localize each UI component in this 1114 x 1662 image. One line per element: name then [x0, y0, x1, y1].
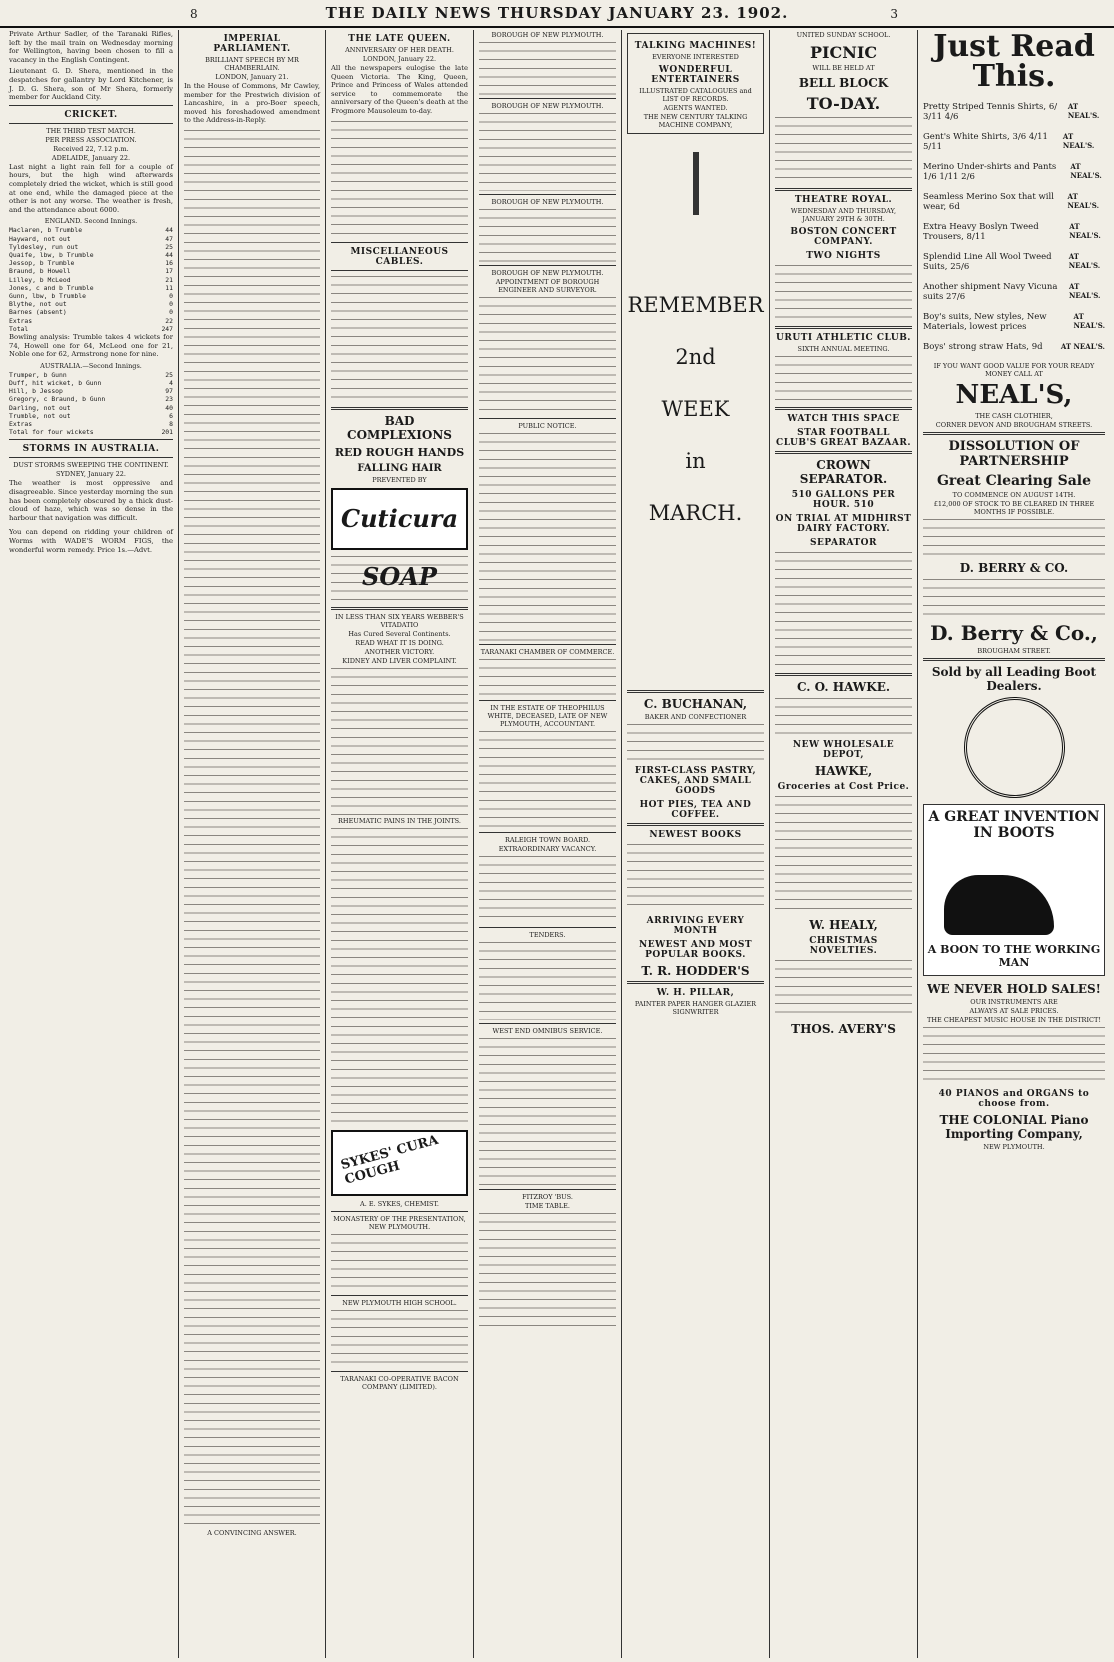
neals-price-item: Merino Under-shirts and Pants 1/6 1/11 2/6 AT NEAL'S. — [923, 162, 1102, 182]
dateline: LONDON, January 22. — [362, 55, 437, 63]
ad-headline: C. BUCHANAN, — [643, 697, 748, 711]
section-heading: THE LATE QUEEN. — [348, 34, 451, 44]
article-text: Bowling analysis: Trumble takes 4 wickets for 74, Howell one for 64, McLeod one for 21, Noble one for 62, Armstrong none for nine. — [9, 332, 173, 359]
ad-headline: BELL BLOCK — [798, 76, 889, 90]
ad-headline: NEW WHOLESALE DEPOT, — [792, 740, 895, 760]
ad-headline: NEWEST AND MOST POPULAR BOOKS. — [638, 940, 753, 960]
ad-headline: CROWN SEPARATOR. — [799, 458, 888, 486]
ad-text: ALWAYS AT SALE PRICES. — [969, 1007, 1059, 1015]
dateline: SYDNEY, January 22. — [56, 470, 126, 479]
ad-body — [775, 696, 912, 736]
notice-heading: TARANAKI CO-OPERATIVE BACON COMPANY (LIMITED). — [340, 1374, 459, 1391]
notice-heading: BOROUGH OF NEW PLYMOUTH. — [491, 269, 604, 277]
ad-headline: THE COLONIAL Piano Importing Company, — [939, 1113, 1089, 1141]
notice-body — [479, 295, 616, 415]
ad-text: WILL BE HELD AT — [812, 64, 875, 72]
section-heading: CRICKET. — [64, 109, 118, 120]
notice-body — [479, 729, 616, 829]
ad-text: CORNER DEVON AND BROUGHAM STREETS. — [935, 421, 1093, 429]
scorecard-row: Total 247 — [9, 324, 173, 333]
talking-machines-ad — [627, 33, 764, 134]
ad-headline: ARRIVING EVERY MONTH — [646, 916, 745, 936]
scorecard-row: Gregory, c Braund, b Gunn 23 — [9, 395, 173, 404]
notice-body — [331, 1232, 468, 1292]
notice-heading: TARANAKI CHAMBER OF COMMERCE. — [480, 648, 615, 656]
scorecard-row: Hill, b Jessop 97 — [9, 387, 173, 396]
ad-body — [923, 517, 1105, 557]
ad-headline: URUTI ATHLETIC CLUB. — [776, 333, 911, 343]
column-3 — [326, 30, 474, 1658]
ad-text: TO COMMENCE ON AUGUST 14TH. — [952, 491, 1076, 499]
ad-text: PREVENTED BY — [372, 475, 427, 484]
subheading: THE THIRD TEST MATCH. — [46, 126, 136, 135]
notice-body — [331, 1308, 468, 1368]
scorecard-row: Extras 8 — [9, 419, 173, 428]
ad-headline: TO-DAY. — [806, 94, 881, 113]
notice-heading: PUBLIC NOTICE. — [518, 422, 577, 430]
ad-body — [923, 1025, 1105, 1085]
boot-illustration — [923, 804, 1105, 976]
section-heading: STORMS IN AUSTRALIA. — [22, 444, 160, 455]
neals-price-item: Seamless Merino Sox that will wear, 6d AT NEAL'S. — [923, 192, 1100, 212]
section-heading: MISCELLANEOUS CABLES. — [350, 246, 449, 267]
ad-headline: D. Berry & Co., — [930, 621, 1098, 645]
notice-body — [479, 40, 616, 95]
ad-headline: RED ROUGH HANDS — [334, 445, 465, 459]
ad-headline: IN LESS THAN SIX YEARS WEBBER'S VITADATIO — [335, 612, 464, 629]
notice-body — [479, 657, 616, 697]
notice-subheading: APPOINTMENT OF BOROUGH ENGINEER AND SURVEYOR. — [495, 278, 600, 294]
scorecard-row: Quaife, lbw, b Trumble 44 — [9, 250, 173, 259]
ad-text: £12,000 OF STOCK TO BE CLEARED IN THREE MONTHS IF POSSIBLE. — [933, 500, 1095, 516]
ad-text: SIXTH ANNUAL MEETING. — [797, 345, 890, 353]
ad-text: IF YOU WANT GOOD VALUE FOR YOUR READY MONEY CALL AT — [933, 362, 1095, 378]
notice-body — [479, 854, 616, 924]
neals-price-item: Splendid Line All Wool Tweed Suits, 25/6 AT NEAL'S. — [923, 252, 1101, 272]
scorecard-row: Trumper, b Gunn 25 — [9, 370, 173, 379]
ad-headline: STAR FOOTBALL CLUB'S GREAT BAZAAR. — [776, 428, 911, 448]
scorecard-australia — [9, 371, 173, 437]
ad-body — [775, 263, 912, 323]
notice-body — [479, 111, 616, 191]
notice-heading: IN THE ESTATE OF THEOPHILUS WHITE, DECEASED, LATE OF NEW PLYMOUTH, ACCOUNTANT. — [487, 704, 608, 728]
ad-headline: WATCH THIS SPACE — [787, 414, 900, 424]
notice-body — [479, 431, 616, 641]
chemist-name: A. E. SYKES, CHEMIST. — [360, 1199, 439, 1208]
book-list — [627, 842, 764, 912]
article-text: Last night a light rain fell for a couple of hours, but the high wind afterwards completely dried the wicket, which is still good at one end, while the damaged piece at the other is not any worse. The weather is fresh, and the attendance about 6000. — [9, 162, 173, 214]
ad-headline: TALKING MACHINES! — [634, 41, 757, 51]
notice-body — [479, 207, 616, 262]
ad-headline: THOS. AVERY'S — [791, 1022, 896, 1036]
ad-body — [627, 722, 764, 762]
column-1 — [4, 30, 179, 1658]
ad-headline: HOT PIES, TEA AND COFFEE. — [639, 800, 752, 820]
notice-subheading: EXTRAORDINARY VACANCY. — [498, 845, 597, 853]
neals-price-item: Gent's White Shirts, 3/6 4/11 5/11 AT NEAL'S. — [923, 132, 1095, 152]
ad-headline: CHRISTMAS NOVELTIES. — [809, 936, 878, 956]
scorecard-row: Jessop, b Trumble 16 — [9, 259, 173, 268]
ad-line: REMEMBER — [627, 293, 764, 317]
ad-subheadline: Has Cured Several Continents. — [348, 629, 451, 638]
ad-headline: NEWEST BOOKS — [649, 830, 742, 840]
ad-text: ILLUSTRATED CATALOGUES and LIST OF RECORDS. — [639, 87, 752, 103]
ad-text: BROUGHAM STREET. — [977, 647, 1051, 655]
ad-text: WEDNESDAY AND THURSDAY, JANUARY 29TH & 30TH. — [790, 207, 897, 223]
neals-price-list — [923, 102, 1105, 352]
ad-text: THE CASH CLOTHIER, — [975, 412, 1053, 420]
boot-icon — [944, 875, 1054, 935]
scorecard-row: Trumble, not out 6 — [9, 411, 173, 420]
column-7 — [918, 30, 1110, 1658]
scorecard-row: Braund, b Howell 17 — [9, 267, 173, 276]
column-5 — [622, 30, 770, 1658]
ad-headline: TWO NIGHTS — [806, 251, 881, 261]
scorecard-row: Hayward, not out 47 — [9, 234, 173, 243]
press-line: PER PRESS ASSOCIATION. — [45, 135, 137, 144]
article-body — [331, 119, 468, 239]
ad-subheadline: READ WHAT IT IS DOING. — [355, 638, 444, 647]
neals-headline: Just Read This. — [933, 30, 1095, 94]
price-list — [775, 794, 912, 914]
ad-headline: Groceries at Cost Price. — [777, 782, 910, 792]
dateline: LONDON, January 21. — [215, 73, 289, 81]
subheading: BRILLIANT SPEECH BY MR CHAMBERLAIN. — [205, 56, 299, 72]
innings-heading: AUSTRALIA.—Second Innings. — [40, 361, 142, 370]
ad-line: 2nd — [675, 345, 716, 369]
subheading: DUST STORMS SWEEPING THE CONTINENT. — [13, 461, 169, 470]
ad-headline: C. O. HAWKE. — [796, 680, 891, 694]
dateline: ADELAIDE, January 22. — [51, 153, 131, 162]
ad-subheadline: RHEUMATIC PAINS IN THE JOINTS. — [338, 816, 461, 825]
scorecard-row: Jones, c and b Trumble 11 — [9, 283, 173, 292]
ad-text: PAINTER PAPER HANGER GLAZIER SIGNWRITER — [634, 1000, 757, 1016]
notice-heading: BOROUGH OF NEW PLYMOUTH. — [491, 31, 604, 39]
column-4 — [474, 30, 622, 1658]
ad-headline: FALLING HAIR — [357, 462, 442, 474]
ad-body — [331, 666, 468, 816]
ad-headline: A GREAT INVENTION IN BOOTS — [928, 809, 1100, 841]
received-line: Received 22, 7.12 p.m. — [53, 144, 129, 153]
ad-text: OUR INSTRUMENTS ARE — [970, 998, 1058, 1006]
page-number-right: 3 — [890, 7, 899, 21]
news-item: Lieutenant G. D. Shera, mentioned in the despatches for gallantry by Lord Kitchener, is J. D. G. Shera, son of Mr Shera, formerly member for Auckland City. — [9, 67, 173, 102]
notice-heading: BOROUGH OF NEW PLYMOUTH. — [491, 102, 604, 110]
scorecard-row: Extras 22 — [9, 316, 173, 325]
ad-headline: THEATRE ROYAL. — [794, 195, 893, 205]
neals-name: NEAL'S, — [955, 380, 1073, 410]
pointing-hand-icon — [676, 138, 716, 228]
ad-headline: 40 PIANOS and ORGANS to choose from. — [938, 1089, 1090, 1109]
ad-text: EVERYONE INTERESTED — [652, 53, 739, 61]
article-text: The weather is most oppressive and disagreeable. Since yesterday morning the sun has been completely obscured by a thick dust-cloud of haze, which was so dense in the harbour that navigation was difficult. — [9, 479, 173, 522]
ad-subheadline: ANOTHER VICTORY. — [364, 647, 435, 656]
ad-headline: W. H. PILLAR, — [656, 988, 735, 998]
ad-body — [775, 115, 912, 185]
ad-headline: Sold by all Leading Boot Dealers. — [931, 665, 1097, 693]
neals-price-item: Pretty Striped Tennis Shirts, 6/ 3/11 4/6 AT NEAL'S. — [923, 102, 1100, 122]
ad-text: BAKER AND CONFECTIONER — [644, 713, 747, 721]
ad-headline: PICNIC — [809, 43, 878, 62]
ad-line: WEEK — [661, 397, 730, 421]
ad-text: UNITED SUNDAY SCHOOL. — [796, 31, 891, 39]
notice-heading: NEW PLYMOUTH HIGH SCHOOL. — [342, 1298, 457, 1307]
seamless-boot-seal-icon — [964, 697, 1065, 798]
ad-body — [775, 958, 912, 1018]
ad-subheadline: KIDNEY AND LIVER COMPLAINT. — [342, 656, 457, 665]
notice-heading: WEST END OMNIBUS SERVICE. — [492, 1027, 603, 1035]
scorecard-row: Tyldesley, run out 25 — [9, 242, 173, 251]
scorecard-row: Duff, hit wicket, b Gunn 4 — [9, 378, 173, 387]
ad-headline: FIRST-CLASS PASTRY, CAKES, AND SMALL GOODS — [634, 766, 757, 796]
news-item: Private Arthur Sadler, of the Taranaki Rifles, left by the mail train on Wednesday morning for Wellington, having been chosen to fill a vacancy in the English Contingent. — [9, 30, 173, 64]
ad-headline: Great Clearing Sale — [936, 473, 1092, 489]
scorecard-row: Lilley, b McLeod 21 — [9, 275, 173, 284]
ad-text: THE NEW CENTURY TALKING MACHINE COMPANY, — [643, 113, 748, 129]
ad-headline: BOSTON CONCERT COMPANY. — [790, 227, 897, 247]
subheading: A CONVINCING ANSWER. — [207, 1528, 297, 1537]
ad-headline: WONDERFUL ENTERTAINERS — [651, 65, 740, 85]
notice-heading: TENDERS. — [529, 931, 566, 939]
article-body — [184, 128, 320, 1528]
article-body — [331, 274, 468, 404]
ad-headline: DISSOLUTION OF PARTNERSHIP — [948, 439, 1080, 469]
ad-headline: W. HEALY, — [809, 918, 878, 932]
column-2 — [179, 30, 326, 1658]
masthead — [0, 0, 1114, 28]
scorecard-row: Total for four wickets 201 — [9, 428, 173, 437]
notice-heading: RALEIGH TOWN BOARD. — [504, 836, 591, 844]
notice-subheading: TIME TABLE. — [525, 1202, 570, 1210]
advertisement-text: You can depend on ridding your children of Worms with WADE'S WORM FIGS, the wonderful worm remedy. Price 1s.—Advt. — [9, 528, 173, 554]
notice-heading: FITZROY 'BUS. — [522, 1193, 573, 1201]
ad-headline: ON TRIAL AT MIDHIRST DAIRY FACTORY. — [775, 514, 912, 534]
ad-body — [775, 354, 912, 404]
ad-text: NEW PLYMOUTH. — [983, 1143, 1045, 1151]
neals-price-item: Boy's suits, New styles, New Materials, lowest prices AT NEAL'S. — [923, 312, 1106, 332]
ad-headline: T. R. HODDER'S — [641, 964, 750, 978]
subheading: ANNIVERSARY OF HER DEATH. — [345, 46, 454, 54]
notice-body — [479, 940, 616, 1020]
ad-headline: WE NEVER HOLD SALES! — [927, 982, 1101, 996]
scorecard-row: Maclaren, b Trumble 44 — [9, 226, 173, 235]
scorecard-row: Darling, not out 40 — [9, 403, 173, 412]
ad-headline: A BOON TO THE WORKING MAN — [927, 943, 1101, 969]
ad-headline: D. BERRY & CO. — [959, 561, 1069, 575]
ad-text: AGENTS WANTED. — [663, 104, 728, 112]
scorecard-england — [9, 226, 173, 333]
section-heading: IMPERIAL PARLIAMENT. — [213, 34, 291, 54]
scorecard-row: Gunn, lbw, b Trumble 0 — [9, 291, 173, 300]
remember-ad — [627, 288, 764, 530]
timetable — [479, 1211, 616, 1331]
timetable — [479, 1036, 616, 1186]
article-text: In the House of Commons, Mr Cawley, member for the Prestwich division of Lancashire, in a pro-Boer speech, moved his foreshadowed amendment to the Address-in-Reply. — [184, 82, 320, 125]
ad-body — [331, 826, 468, 1126]
neals-price-item: Boys' strong straw Hats, 9d AT NEAL'S. — [923, 342, 1105, 352]
column-6 — [770, 30, 918, 1658]
ad-text: THE CHEAPEST MUSIC HOUSE IN THE DISTRICT! — [927, 1016, 1101, 1024]
cuticura-logo: Cuticura SOAP — [331, 488, 468, 550]
scorecard-row: Blythe, not out 0 — [9, 300, 173, 309]
notice-heading: BOROUGH OF NEW PLYMOUTH. — [491, 198, 604, 206]
ad-headline: SEPARATOR — [810, 538, 877, 548]
page-number-left: 8 — [190, 7, 199, 21]
ad-headline: BAD COMPLEXIONS — [347, 413, 452, 442]
sykes-cough-ad: SYKES' CURA COUGH — [331, 1130, 468, 1196]
newspaper-title: THE DAILY NEWS THURSDAY JANUARY 23. 1902. — [325, 4, 789, 22]
ad-body — [923, 577, 1105, 617]
neals-price-item: Another shipment Navy Vicuna suits 27/6 AT NEAL'S. — [923, 282, 1101, 302]
ad-body — [775, 550, 912, 670]
ad-line: in — [685, 449, 706, 473]
ad-headline: HAWKE, — [814, 764, 873, 778]
ad-line: MARCH. — [648, 501, 743, 525]
columns — [4, 30, 1110, 1658]
innings-heading: ENGLAND. Second Innings. — [44, 217, 138, 226]
neals-price-item: Extra Heavy Boslyn Tweed Trousers, 8/11 AT NEAL'S. — [923, 222, 1101, 242]
notice-heading: MONASTERY OF THE PRESENTATION, NEW PLYMOUTH. — [333, 1214, 466, 1231]
ad-headline: 510 GALLONS PER HOUR. 510 — [791, 490, 896, 510]
scorecard-row: Barnes (absent) 0 — [9, 308, 173, 317]
article-text: All the newspapers eulogise the late Queen Victoria. The King, Queen, Prince and Princess of Wales attended service to commemorate the anniversary of the Queen's death at the Frogmore Mausoleum to-day. — [331, 64, 468, 115]
